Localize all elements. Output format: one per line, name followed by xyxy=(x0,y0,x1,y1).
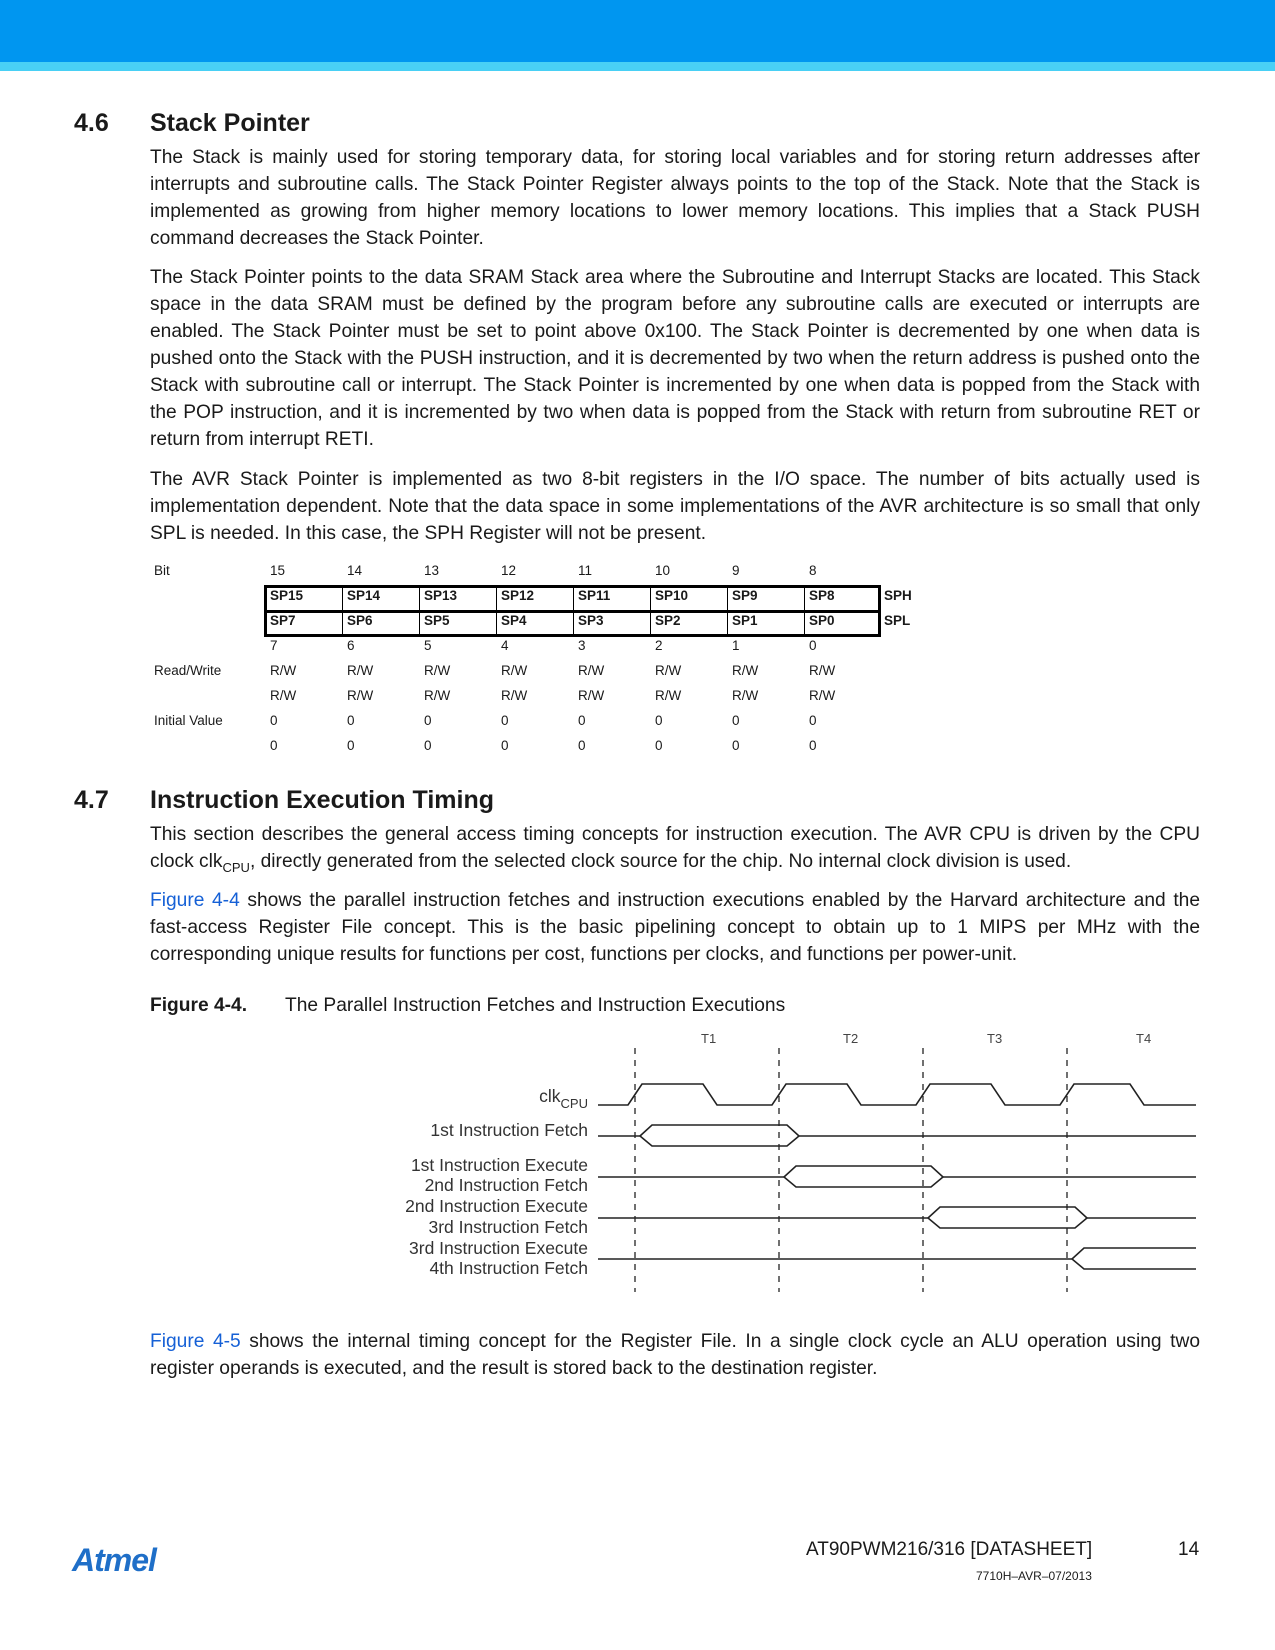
sph-bit-cell: SP12 xyxy=(501,588,535,603)
signal-label: 2nd Instruction Fetch xyxy=(424,1175,588,1195)
rw-value: R/W xyxy=(270,688,297,703)
spl-name: SPL xyxy=(884,613,911,628)
spl-bit-cell: SP3 xyxy=(578,613,604,628)
rw-value: R/W xyxy=(578,663,605,678)
text: This section describes the general access timing concepts for instruction execution. The AVR CPU is driven by the CPU clock clk xyxy=(150,824,1200,872)
bit-number: 4 xyxy=(501,638,509,653)
initial-value: 0 xyxy=(809,713,817,728)
rw-value: R/W xyxy=(578,688,605,703)
cell-divider xyxy=(496,585,497,637)
rw-value: R/W xyxy=(809,688,836,703)
clk-label xyxy=(539,1086,588,1111)
initial-value: 0 xyxy=(501,713,509,728)
bit-number: 0 xyxy=(809,638,817,653)
rw-value: R/W xyxy=(732,663,759,678)
cell-divider xyxy=(419,585,420,637)
sph-bit-cell: SP13 xyxy=(424,588,458,603)
rw-value: R/W xyxy=(655,663,682,678)
rw-value: R/W xyxy=(347,663,374,678)
timing-diagram xyxy=(0,1020,1275,1300)
spl-bit-cell: SP1 xyxy=(732,613,758,628)
init-label: Initial Value xyxy=(154,713,223,728)
cell-divider xyxy=(573,585,574,637)
period-label: T4 xyxy=(1136,1031,1152,1046)
paragraph: The AVR Stack Pointer is implemented as two 8-bit registers in the I/O space. The number of bits actually used is implementation dependent. Note that the data space in some implementations of the AVR architecture is so small that only SPL is needed. In this case, the SPH Register will not be present. xyxy=(150,469,1200,544)
rw-value: R/W xyxy=(347,688,374,703)
sph-bit-cell: SP9 xyxy=(732,588,758,603)
signal-label: 3rd Instruction Execute xyxy=(409,1238,588,1258)
initial-value: 0 xyxy=(655,738,663,753)
atmel-logo: Atmel xyxy=(72,1542,156,1578)
bit-number: 12 xyxy=(501,563,517,578)
figure-title: The Parallel Instruction Fetches and Instruction Executions xyxy=(285,995,786,1016)
bit-number: 1 xyxy=(732,638,740,653)
bit-number: 2 xyxy=(655,638,663,653)
signal-label: 4th Instruction Fetch xyxy=(429,1258,588,1278)
rw-value: R/W xyxy=(270,663,297,678)
period-label: T1 xyxy=(701,1031,717,1046)
bit-number: 10 xyxy=(655,563,671,578)
figure-link[interactable]: Figure 4-5 xyxy=(150,1331,241,1352)
text: , directly generated from the selected clock source for the chip. No internal clock division is used. xyxy=(249,851,1072,872)
bit-number: 6 xyxy=(347,638,355,653)
period-label: T3 xyxy=(987,1031,1003,1046)
initial-value: 0 xyxy=(809,738,817,753)
cell-divider xyxy=(727,585,728,637)
paragraph: The Stack is mainly used for storing temporary data, for storing local variables and for storing return addresses after interrupts and subroutine calls. The Stack Pointer Register always points to the top of the Stack. Note that the Stack is implemented as growing from higher memory locations to lower memory locations. This implies that a Stack PUSH command decreases the Stack Pointer. xyxy=(150,147,1200,249)
spl-bit-cell: SP7 xyxy=(270,613,296,628)
figure-label: Figure 4-4. xyxy=(150,995,248,1016)
bit-number: 15 xyxy=(270,563,286,578)
initial-value: 0 xyxy=(270,738,278,753)
initial-value: 0 xyxy=(347,738,355,753)
rw-value: R/W xyxy=(501,688,528,703)
rw-value: R/W xyxy=(655,688,682,703)
cell-divider xyxy=(804,585,805,637)
bit-number: 3 xyxy=(578,638,586,653)
rw-value: R/W xyxy=(732,688,759,703)
sph-bit-cell: SP8 xyxy=(809,588,835,603)
initial-value: 0 xyxy=(732,738,740,753)
figure-link[interactable]: Figure 4-4 xyxy=(150,890,240,911)
initial-value: 0 xyxy=(424,738,432,753)
bit-number: 9 xyxy=(732,563,740,578)
signal-trace xyxy=(598,1125,1196,1146)
signal-trace xyxy=(598,1166,1196,1187)
rw-value: R/W xyxy=(424,663,451,678)
section-number: 4.7 xyxy=(74,786,109,814)
sph-bit-cell: SP11 xyxy=(578,588,611,603)
initial-value: 0 xyxy=(578,713,586,728)
paragraph xyxy=(150,821,1200,875)
paragraph: The Stack Pointer points to the data SRAM Stack area where the Subroutine and Interrupt Stacks are located. This Stack space in the data SRAM must be defined by the program before any subroutine calls are executed or interrupts are enabled. The Stack Pointer must be set to point above 0x100. The Stack Pointer is decremented by one when data is pushed onto the Stack with the PUSH instruction, and it is decremented by two when the return address is pushed onto the Stack with subroutine call or interrupt. The Stack Pointer is incremented by one when data is popped from the Stack with the POP instruction, and it is incremented by two when data is popped from the Stack with return from subroutine RET or return from interrupt RETI. xyxy=(150,267,1200,450)
spl-bit-cell: SP5 xyxy=(424,613,450,628)
signal-label: 1st Instruction Execute xyxy=(410,1155,588,1175)
bit-number: 7 xyxy=(270,638,278,653)
spl-bit-cell: SP2 xyxy=(655,613,681,628)
cell-divider xyxy=(342,585,343,637)
initial-value: 0 xyxy=(347,713,355,728)
bit-number: 11 xyxy=(578,563,593,578)
bit-label: Bit xyxy=(154,563,170,578)
bit-number: 14 xyxy=(347,563,363,578)
header-bar xyxy=(0,0,1275,62)
rw-value: R/W xyxy=(424,688,451,703)
spl-bit-cell: SP6 xyxy=(347,613,373,628)
footer-doc-title: AT90PWM216/316 [DATASHEET] xyxy=(806,1539,1093,1560)
initial-value: 0 xyxy=(655,713,663,728)
spl-bit-cell: SP0 xyxy=(809,613,835,628)
paragraph xyxy=(150,1328,1200,1382)
sph-name: SPH xyxy=(884,588,912,603)
spl-bit-cell: SP4 xyxy=(501,613,527,628)
sph-bit-cell: SP14 xyxy=(347,588,381,603)
bit-number: 13 xyxy=(424,563,440,578)
rw-value: R/W xyxy=(809,663,836,678)
subscript: CPU xyxy=(222,860,250,875)
header-stripe xyxy=(0,62,1275,71)
initial-value: 0 xyxy=(578,738,586,753)
text: shows the internal timing concept for the Register File. In a single clock cycle an ALU operation using two register operands is executed, and the result is stored back to the destination register. xyxy=(150,1331,1201,1379)
initial-value: 0 xyxy=(501,738,509,753)
clk-sub: CPU xyxy=(560,1096,588,1111)
clk-text: clk xyxy=(539,1086,561,1106)
paragraph xyxy=(150,887,1200,968)
sph-bit-cell: SP15 xyxy=(270,588,304,603)
section-number: 4.6 xyxy=(74,109,109,137)
section-title: Instruction Execution Timing xyxy=(150,786,495,814)
signal-trace xyxy=(598,1207,1196,1228)
signal-label: 3rd Instruction Fetch xyxy=(428,1217,588,1237)
initial-value: 0 xyxy=(270,713,278,728)
doc-code: 7710H–AVR–07/2013 xyxy=(976,1569,1092,1583)
clock-waveform xyxy=(598,1084,1196,1105)
text: shows the parallel instruction fetches and instruction executions enabled by the Harvard architecture and the fast-access Register File concept. This is the basic pipelining concept to obtain up to 1 MIPS per MHz with the corresponding unique results for functions per cost, functions per clocks, and functions per power-unit. xyxy=(150,890,1200,965)
page-number: 14 xyxy=(1178,1539,1200,1560)
initial-value: 0 xyxy=(424,713,432,728)
rw-value: R/W xyxy=(501,663,528,678)
initial-value: 0 xyxy=(732,713,740,728)
rw-label: Read/Write xyxy=(154,663,222,678)
bit-number: 8 xyxy=(809,563,817,578)
signal-label: 1st Instruction Fetch xyxy=(430,1120,588,1140)
period-label: T2 xyxy=(843,1031,859,1046)
sph-bit-cell: SP10 xyxy=(655,588,689,603)
section-title: Stack Pointer xyxy=(150,109,310,137)
bit-number: 5 xyxy=(424,638,432,653)
cell-divider xyxy=(650,585,651,637)
signal-trace xyxy=(598,1248,1196,1269)
signal-label: 2nd Instruction Execute xyxy=(405,1196,588,1216)
